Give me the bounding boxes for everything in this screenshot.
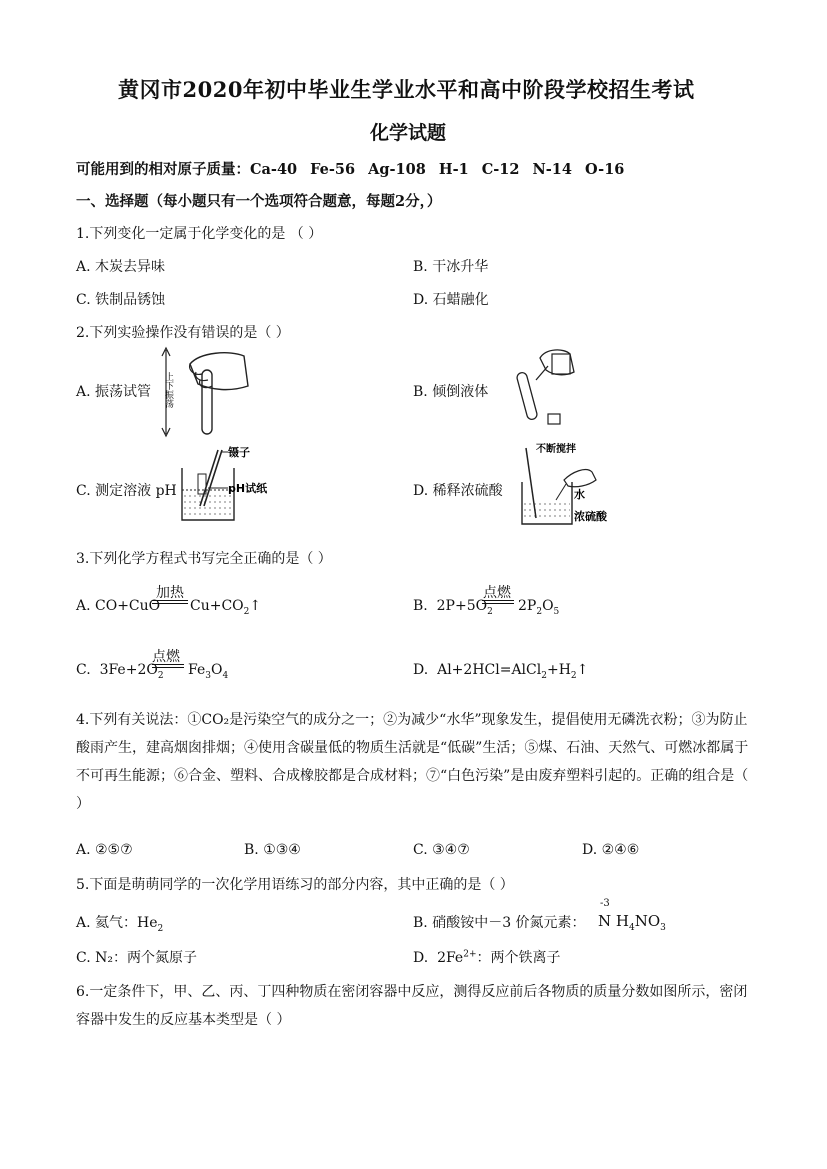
page-subtitle: 化学试题 <box>370 122 447 144</box>
q5-option-c: C. N₂：两个氮原子 <box>76 950 197 966</box>
q2-option-d: D. 稀释浓硫酸 <box>413 483 503 499</box>
q4-option-c: C. ③④⑦ <box>413 842 470 858</box>
q2-option-a: A. 振荡试管 <box>76 384 152 400</box>
q4-option-b: B. ①③④ <box>244 842 301 858</box>
label-water: 水 <box>574 488 585 501</box>
shaking-test-tube-figure <box>160 346 252 438</box>
atomic-mass-line: 可能用到的相对原子质量：Ca-40 Fe-56 Ag-108 H-1 C-12 N-14 O-16 <box>76 161 625 178</box>
q3-option-d: D. $Al+2HCl=AlCl_2+H_2↑$ <box>413 662 589 681</box>
pouring-liquid-figure <box>512 346 578 426</box>
q1-stem: 1.下列变化一定属于化学变化的是 （ ） <box>76 226 323 242</box>
q2-option-b: B. 倾倒液体 <box>413 384 489 400</box>
q4-option-d: D. ②④⑥ <box>582 842 640 858</box>
page-title: 黄冈市2020年初中毕业生学业水平和高中阶段学校招生考试 <box>118 77 695 102</box>
q3-b-product: $2P_2O_5$ <box>518 598 560 617</box>
q4-option-a: A. ②⑤⑦ <box>76 842 133 858</box>
q2-option-c: C. 测定溶液 pH <box>76 483 177 499</box>
ph-test-figure <box>176 444 276 526</box>
label-tweezers: 镊子 <box>228 446 250 459</box>
q3-stem: 3.下列化学方程式书写完全正确的是（ ） <box>76 551 332 567</box>
equals-bar <box>482 600 514 604</box>
q1-option-d: D. 石蜡融化 <box>413 292 489 308</box>
equals-bar <box>152 600 188 604</box>
condition-ignite-c: 点燃 <box>152 649 180 665</box>
ammonium-nitrate-formula: N $H_4NO_3$ <box>598 912 666 933</box>
q1-option-a: A. 木炭去异味 <box>76 259 166 275</box>
q6-stem: 6.一定条件下，甲、乙、丙、丁四种物质在密闭容器中反应，测得反应前后各物质的质量分数如图所示，密闭容器中发生的反应基本类型是（ ） <box>76 984 748 1028</box>
label-stir: 不断搅拌 <box>536 444 576 455</box>
label-conc-acid: 浓硫酸 <box>574 510 607 523</box>
q1-option-b: B. 干冰升华 <box>413 259 489 275</box>
equals-bar <box>152 664 184 668</box>
q2-stem: 2.下列实验操作没有错误的是（ ） <box>76 325 290 341</box>
q3-option-b: B. $2P+5O_2$ <box>413 598 493 617</box>
q1-option-c: C. 铁制品锈蚀 <box>76 292 166 308</box>
section-heading: 一、选择题（每小题只有一个选项符合题意，每题2分，） <box>76 193 442 210</box>
q5-option-d: D. $2Fe^{2+}$：两个铁离子 <box>413 949 561 966</box>
q3-option-c: C. $3Fe+2O_2$ <box>76 662 164 681</box>
q5-option-a: A. 氦气：$He_2$ <box>76 915 164 934</box>
label-shake-direction: 上下振荡 <box>163 372 173 408</box>
q5-stem: 5.下面是萌萌同学的一次化学用语练习的部分内容，其中正确的是（ ） <box>76 877 514 893</box>
q3-a-product: $Cu+CO_2↑$ <box>190 598 262 617</box>
q3-option-a: A. CO+CuO <box>76 598 161 614</box>
label-ph-paper: pH试纸 <box>228 482 268 495</box>
condition-ignite-b: 点燃 <box>483 585 511 601</box>
q3-c-product: $Fe_3O_4$ <box>188 662 229 681</box>
valence-mark: -3 <box>600 898 610 909</box>
q4-stem: 4.下列有关说法：①CO₂是污染空气的成分之一；②为减少“水华”现象发生，提倡使用无磷洗衣粉；③为防止酸雨产生，建高烟囱排烟；④使用含碳量低的物质生活就是“低碳”生活；⑤煤、石油、天然气、可燃冰都属于不可再生能源；⑥合金、塑料、合成橡胶都是合成材料；⑦“白色污染”是由废弃塑料引起的。正确的组合是（ ） <box>76 712 749 812</box>
dilute-acid-figure <box>516 442 626 528</box>
q5-option-b: B. 硝酸铵中－3 价氮元素： <box>413 915 586 931</box>
condition-heat: 加热 <box>156 585 184 601</box>
